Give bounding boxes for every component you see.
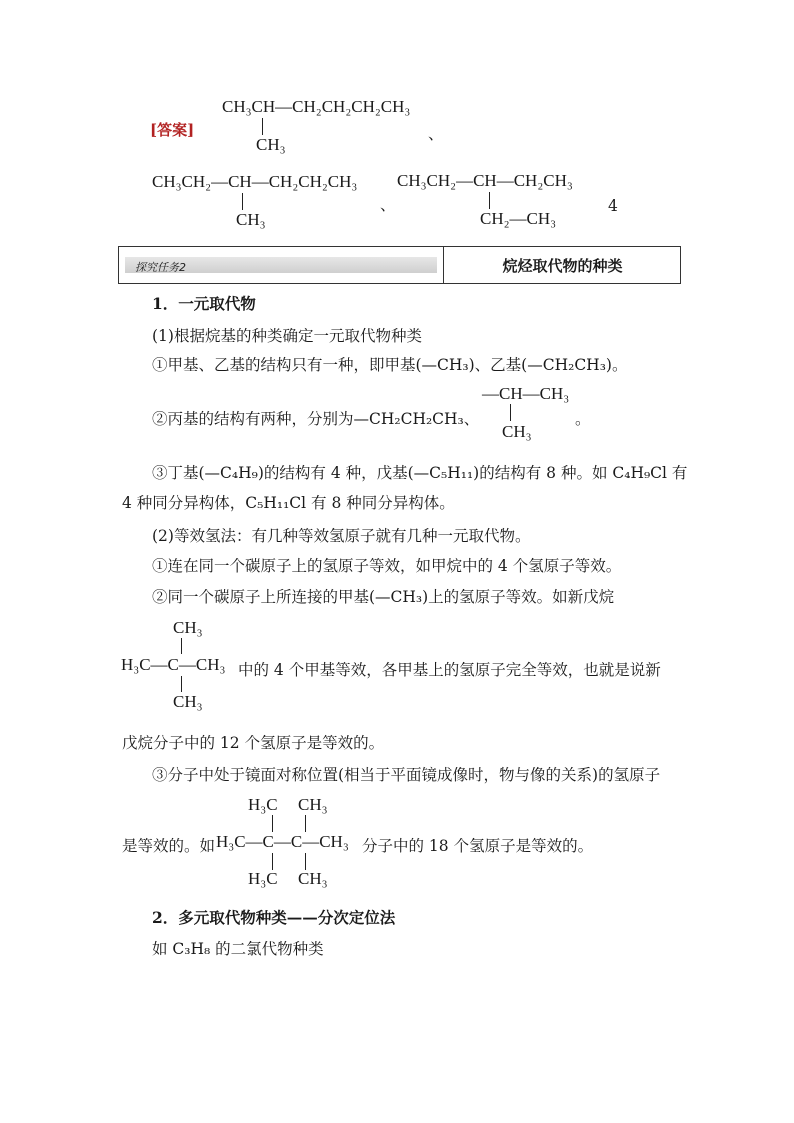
paragraph: 如 C₃H₈ 的二氯代物种类 bbox=[152, 940, 324, 958]
bond-line bbox=[305, 853, 306, 870]
bond-line bbox=[181, 676, 182, 692]
separator: 、 bbox=[380, 196, 396, 214]
paragraph: (2)等效氢法：有几种等效氢原子就有几种一元取代物。 bbox=[152, 527, 531, 545]
bond-line bbox=[242, 193, 243, 210]
formula-3-main: CH₃CH₂—CH—CH₂CH₃ bbox=[397, 171, 573, 190]
paragraph: ②同一个碳原子上所连接的甲基(—CH₃)上的氢原子等效。如新戊烷 bbox=[152, 588, 615, 606]
answer-label: [答案] bbox=[150, 121, 195, 139]
bond-line bbox=[181, 638, 182, 654]
bond-line bbox=[262, 118, 263, 135]
bond-line bbox=[489, 192, 490, 209]
bond-line bbox=[272, 853, 273, 870]
formula-2-main: CH₃CH₂—CH—CH₂CH₂CH₃ bbox=[152, 172, 358, 191]
separator: 、 bbox=[428, 125, 444, 143]
paragraph: ③丁基(—C₄H₉)的结构有 4 种，戊基(—C₅H₁₁)的结构有 8 种。如 C₄H₉Cl 有 bbox=[152, 464, 688, 482]
paragraph: 中的 4 个甲基等效，各甲基上的氢原子完全等效，也就是说新 bbox=[238, 661, 661, 679]
structure-bottom-right: CH₃ bbox=[298, 869, 328, 888]
paragraph: ②丙基的结构有两种，分别为—CH₂CH₂CH₃、 bbox=[152, 410, 480, 428]
answer-count: 4 bbox=[608, 197, 618, 215]
formula-2-branch: CH₃ bbox=[236, 210, 266, 229]
propyl-formula-main: —CH—CH₃ bbox=[482, 384, 570, 403]
paragraph: 分子中的 18 个氢原子是等效的。 bbox=[362, 837, 594, 855]
paragraph: 4 种同分异构体，C₅H₁₁Cl 有 8 种同分异构体。 bbox=[122, 494, 455, 512]
task-label: 探究任务2 bbox=[135, 261, 186, 274]
task-title: 烷烃取代物的种类 bbox=[502, 256, 623, 275]
paragraph: 戊烷分子中的 12 个氢原子是等效的。 bbox=[122, 734, 385, 752]
structure-top-right: CH₃ bbox=[298, 795, 328, 814]
paragraph: 是等效的。如 bbox=[122, 837, 216, 855]
structure-top-left: H₃C bbox=[248, 795, 278, 814]
neopentane-main: H₃C—C—CH₃ bbox=[121, 655, 226, 674]
task-header bbox=[118, 246, 681, 284]
section-1-heading: 1．一元取代物 bbox=[152, 294, 256, 313]
period: 。 bbox=[575, 410, 591, 428]
structure-bottom-left: H₃C bbox=[248, 869, 278, 888]
paragraph: ③分子中处于镜面对称位置(相当于平面镜成像时，物与像的关系)的氢原子 bbox=[152, 766, 661, 784]
task-label-bar bbox=[125, 257, 437, 273]
propyl-formula-branch: CH₃ bbox=[502, 422, 532, 441]
neopentane-bottom: CH₃ bbox=[173, 692, 203, 711]
bond-line bbox=[510, 404, 511, 421]
neopentane-top: CH₃ bbox=[173, 618, 203, 637]
formula-1-branch: CH₃ bbox=[256, 135, 286, 154]
bond-line bbox=[305, 815, 306, 832]
section-2-heading: 2．多元取代物种类——分次定位法 bbox=[152, 908, 396, 927]
formula-1-main: CH₃CH—CH₂CH₂CH₂CH₃ bbox=[222, 97, 411, 116]
paragraph: ①连在同一个碳原子上的氢原子等效，如甲烷中的 4 个氢原子等效。 bbox=[152, 557, 622, 575]
structure-main: H₃C—C—C—CH₃ bbox=[216, 832, 349, 851]
paragraph: ①甲基、乙基的结构只有一种，即甲基(—CH₃)、乙基(—CH₂CH₃)。 bbox=[152, 356, 628, 374]
formula-3-branch: CH₂—CH₃ bbox=[480, 209, 557, 228]
bond-line bbox=[272, 815, 273, 832]
paragraph: (1)根据烷基的种类确定一元取代物种类 bbox=[152, 327, 422, 345]
